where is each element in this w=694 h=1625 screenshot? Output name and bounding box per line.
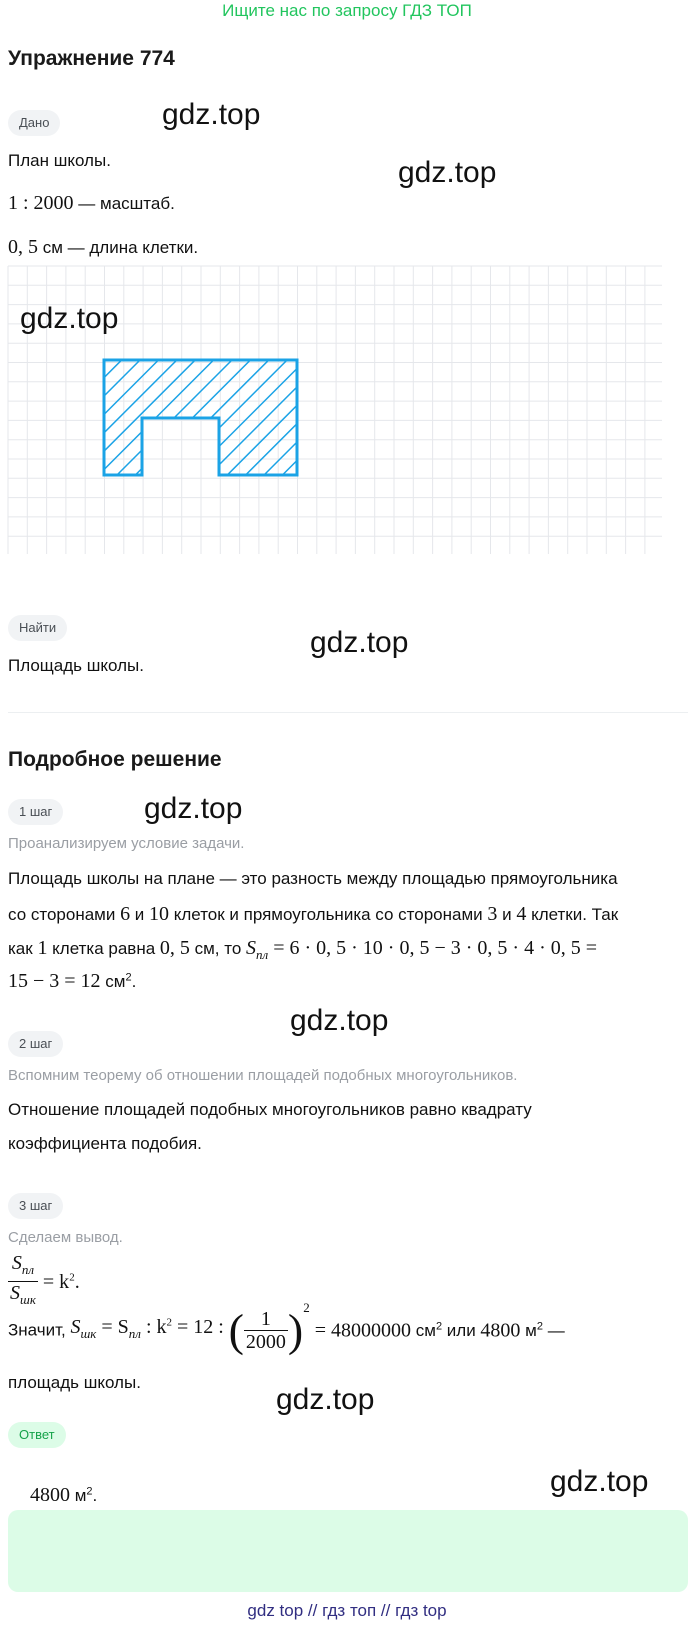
find-pill: Найти bbox=[8, 615, 67, 641]
watermark: gdz.top bbox=[144, 792, 243, 825]
step-1-line-4: 15 − 3 = 12 $см^2$. bbox=[8, 970, 137, 992]
watermark: gdz.top bbox=[276, 1383, 375, 1416]
given-line-1: План школы. bbox=[8, 151, 111, 170]
top-banner: Ищите нас по запросу ГДЗ ТОП bbox=[222, 1, 472, 20]
given-scale-text: — масштаб. bbox=[73, 194, 175, 213]
given-line-2 bbox=[8, 192, 175, 215]
step-2-line-2: коэффициента подобия. bbox=[8, 1134, 202, 1153]
find-text: Площадь школы. bbox=[8, 656, 144, 675]
watermark: gdz.top bbox=[310, 626, 409, 659]
watermark: gdz.top bbox=[550, 1465, 649, 1498]
scale-fraction-parenthesized: ( $\frac{1}{2000}$ )$^2$ bbox=[228, 1300, 310, 1356]
section-divider bbox=[8, 712, 688, 713]
step-3-hint: Сделаем вывод. bbox=[8, 1229, 123, 1246]
watermark: gdz.top bbox=[398, 156, 497, 189]
given-scale-math: 1 : 2000 bbox=[8, 192, 74, 214]
step-1-line-3: как 1 клетка равна 0, 5 см, то $S_{пл} = 6 \cdot 0$, 5 · 10 · 0, 5 − 3 · 0, 5 · 4 · 0, 5 = bbox=[8, 937, 598, 962]
given-cell-text: см — длина клетки. bbox=[38, 238, 199, 257]
solution-heading: Подробное решение bbox=[8, 748, 222, 771]
watermark: gdz.top bbox=[162, 98, 261, 131]
answer-box bbox=[8, 1510, 688, 1592]
given-cell-math: 0, 5 bbox=[8, 236, 38, 258]
step-2-pill: 2 шаг bbox=[8, 1031, 63, 1057]
step-3-ratio-formula: $\frac{S_{пл}}{S_{шк}}$ = $k^2$. bbox=[8, 1252, 80, 1311]
step-2-hint: Вспомним теорему об отношении площадей подобных многоугольников. bbox=[8, 1067, 518, 1084]
step-3-line-2: площадь школы. bbox=[8, 1373, 141, 1392]
step-3-pill: 3 шаг bbox=[8, 1193, 63, 1219]
given-pill: Дано bbox=[8, 110, 60, 136]
step-1-line-1: Площадь школы на плане — это разность между площадью прямоугольника bbox=[8, 869, 618, 888]
step-1-line-2: со сторонами 6 и 10 клеток и прямоугольника со сторонами 3 и 4 клетки. Так bbox=[8, 903, 619, 925]
watermark: gdz.top bbox=[290, 1004, 389, 1037]
step-2-line-1: Отношение площадей подобных многоугольников равно квадрату bbox=[8, 1100, 532, 1119]
page-title: Упражнение 774 bbox=[8, 47, 175, 70]
step-1-pill: 1 шаг bbox=[8, 799, 63, 825]
answer-pill: Ответ bbox=[8, 1422, 66, 1448]
watermark: gdz.top bbox=[20, 302, 119, 335]
answer-value: 4800 $м^2$. bbox=[30, 1484, 98, 1506]
step-1-hint: Проанализируем условие задачи. bbox=[8, 835, 245, 852]
area-ratio-fraction: $\frac{S_{пл}}{S_{шк}}$ bbox=[10, 1252, 36, 1307]
step-3-conclusion: Значит, $S_{шк} = S_{пл}$ : $k^2 = 12$ : ( $\frac{1}{2000}$ )$^2$ = 48000000 $см^2$ или 4800 $м^2$ — bbox=[8, 1300, 565, 1356]
given-line-3 bbox=[8, 236, 198, 259]
footer-links[interactable]: gdz top // гдз топ // гдз top bbox=[247, 1601, 447, 1620]
